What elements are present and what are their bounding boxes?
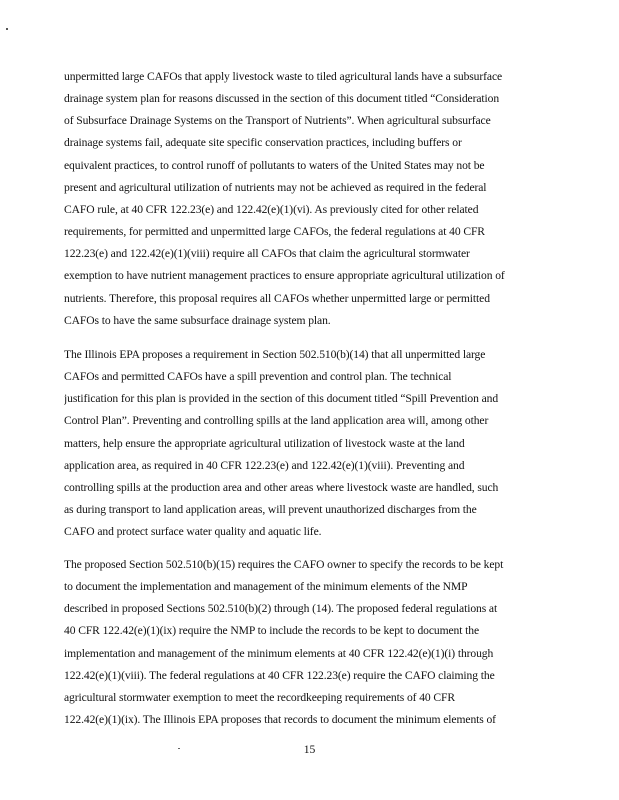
text-line: 122.42(e)(1)(ix). The Illinois EPA proposes that records to document the minimum elements of [64,713,496,727]
text-line: CAFO rule, at 40 CFR 122.23(e) and 122.42(e)(1)(vi). As previously cited for other related [64,202,479,216]
text-line: matters, help ensure the appropriate agricultural utilization of livestock waste at the land [64,436,465,450]
text-line: Control Plan”. Preventing and controlling spills at the land application area will, among other [64,414,489,428]
text-line: equivalent practices, to control runoff of pollutants to waters of the United States may not be [64,158,485,172]
text-line: controlling spills at the production area and other areas where livestock waste are handled, such [64,480,499,494]
page-number: 15 [303,743,316,756]
text-line: CAFOs and permitted CAFOs have a spill prevention and control plan. The technical [64,370,452,384]
text-line: CAFOs to have the same subsurface drainage system plan. [64,313,331,327]
text-line: described in proposed Sections 502.510(b)(2) through (14). The proposed federal regulations at [64,602,498,616]
text-line: nutrients. Therefore, this proposal requires all CAFOs whether unpermitted large or permitted [64,291,490,305]
text-line: 40 CFR 122.42(e)(1)(ix) require the NMP to include the records to be kept to document the [64,624,480,638]
text-line: requirements, for permitted and unpermitted large CAFOs, the federal regulations at 40 CFR [64,225,485,239]
text-line: present and agricultural utilization of nutrients may not be achieved as required in the federal [64,180,487,194]
text-line: drainage systems fail, adequate site specific conservation practices, including buffers or [64,136,462,150]
text-line: The Illinois EPA proposes a requirement in Section 502.510(b)(14) that all unpermitted large [64,348,486,361]
text-line: The proposed Section 502.510(b)(15) requires the CAFO owner to specify the records to be kept [64,558,504,571]
text-line: drainage system plan for reasons discussed in the section of this document titled “Consideration [64,92,500,106]
text-line: as during transport to land application areas, will prevent unauthorized discharges from the [64,503,477,517]
text-line: application area, as required in 40 CFR 122.23(e) and 122.42(e)(1)(viii). Preventing and [64,458,465,472]
paragraph-subsurface-drainage [64,66,564,332]
text-line: 122.23(e) and 122.42(e)(1)(viii) require all CAFOs that claim the agricultural stormwater [64,247,470,261]
text-line: unpermitted large CAFOs that apply livestock waste to tiled agricultural lands have a subsurface [64,70,503,83]
text-line: CAFO and protect surface water quality and aquatic life. [64,525,322,539]
text-line: implementation and management of the minimum elements at 40 CFR 122.42(e)(1)(i) through [64,646,494,660]
text-line: of Subsurface Drainage Systems on the Transport of Nutrients”. When agricultural subsurface [64,114,491,128]
text-line: exemption to have nutrient management practices to ensure appropriate agricultural utilization of [64,269,505,283]
text-line: justification for this plan is provided in the section of this document titled “Spill Prevention and [64,392,499,406]
text-line: to document the implementation and management of the minimum elements of the NMP [64,580,468,594]
paragraph-recordkeeping [64,554,564,731]
text-line: agricultural stormwater exemption to meet the recordkeeping requirements of 40 CFR [64,690,456,704]
scan-speck [6,28,8,30]
paragraph-spill-prevention [64,344,564,543]
text-line: 122.42(e)(1)(viii). The federal regulations at 40 CFR 122.23(e) require the CAFO claiming the [64,668,495,682]
